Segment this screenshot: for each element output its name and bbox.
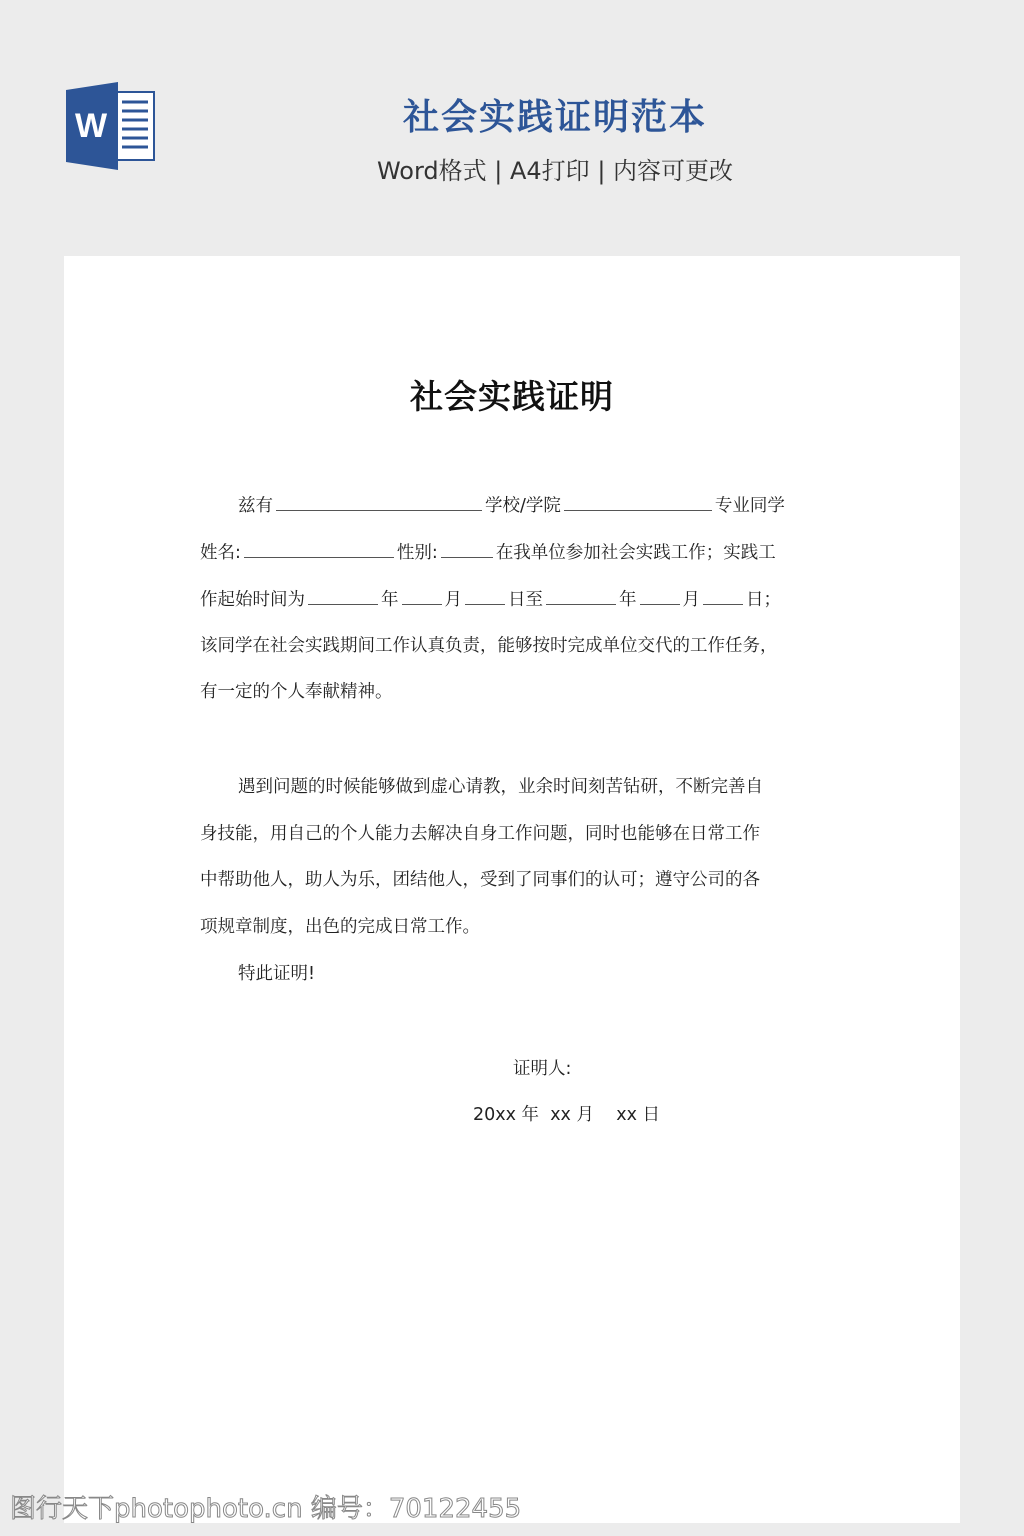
text-day-to: 日至 [508, 590, 543, 610]
text-major: 专业同学 [714, 496, 785, 516]
blank-school-field[interactable] [564, 492, 712, 511]
page-title: 社会实践证明范本 [402, 97, 707, 138]
blank-start-day[interactable] [465, 586, 505, 605]
para1-line4: 该同学在社会实践期间工作认真负责，能够按时完成单位交代的工作任务， [200, 636, 778, 656]
text-month: 月 [444, 590, 462, 610]
blank-name-field[interactable] [276, 492, 482, 511]
text-month: 月 [682, 590, 700, 610]
blank-end-year[interactable] [546, 586, 616, 605]
text-school: 学校/学院 [485, 496, 561, 516]
text-day: 日； [746, 590, 781, 610]
text-year: 年 [381, 590, 399, 610]
text-year: 年 [619, 590, 637, 610]
para2-line4: 项规章制度，出色的完成日常工作。 [200, 917, 480, 937]
page-subtitle: Word格式 | A4打印 | 内容可更改 [376, 157, 734, 185]
word-document-icon [64, 82, 156, 170]
blank-start-month[interactable] [402, 586, 442, 605]
para1-line3 [200, 586, 840, 613]
blank-gender[interactable] [441, 539, 493, 558]
para2-line2: 身技能，用自己的个人能力去解决自身工作问题，同时也能够在日常工作 [200, 824, 760, 844]
blank-start-year[interactable] [308, 586, 378, 605]
para1-line1 [238, 492, 878, 519]
para2-line3: 中帮助他人，助人为乐，团结他人，受到了同事们的认可；遵守公司的各 [200, 870, 760, 890]
closing-text: 特此证明! [238, 964, 316, 984]
blank-student-name[interactable] [244, 539, 394, 558]
text-name-label: 姓名: [200, 543, 241, 563]
text-start-time: 作起始时间为 [200, 590, 305, 610]
blank-end-month[interactable] [640, 586, 680, 605]
para2-line1: 遇到问题的时候能够做到虚心请教，业余时间刻苦钻研，不断完善自 [238, 777, 763, 797]
watermark: 图行天下photophoto.cn 编号：70122455 [10, 1494, 522, 1524]
word-letter: W [74, 107, 108, 145]
blank-end-day[interactable] [703, 586, 743, 605]
date-day: xx 日 [616, 1105, 661, 1125]
text-ziyou: 兹有 [238, 496, 273, 516]
signature-date [473, 1102, 660, 1128]
date-year: 20xx 年 [473, 1105, 540, 1125]
para1-line2 [200, 539, 840, 566]
signer-label: 证明人: [513, 1059, 572, 1079]
text-line2-tail: 在我单位参加社会实践工作；实践工 [495, 543, 776, 563]
document-title: 社会实践证明 [410, 377, 614, 416]
text-gender-label: 性别: [396, 543, 438, 563]
para1-line5: 有一定的个人奉献精神。 [200, 682, 393, 702]
date-month: xx 月 [550, 1105, 594, 1125]
